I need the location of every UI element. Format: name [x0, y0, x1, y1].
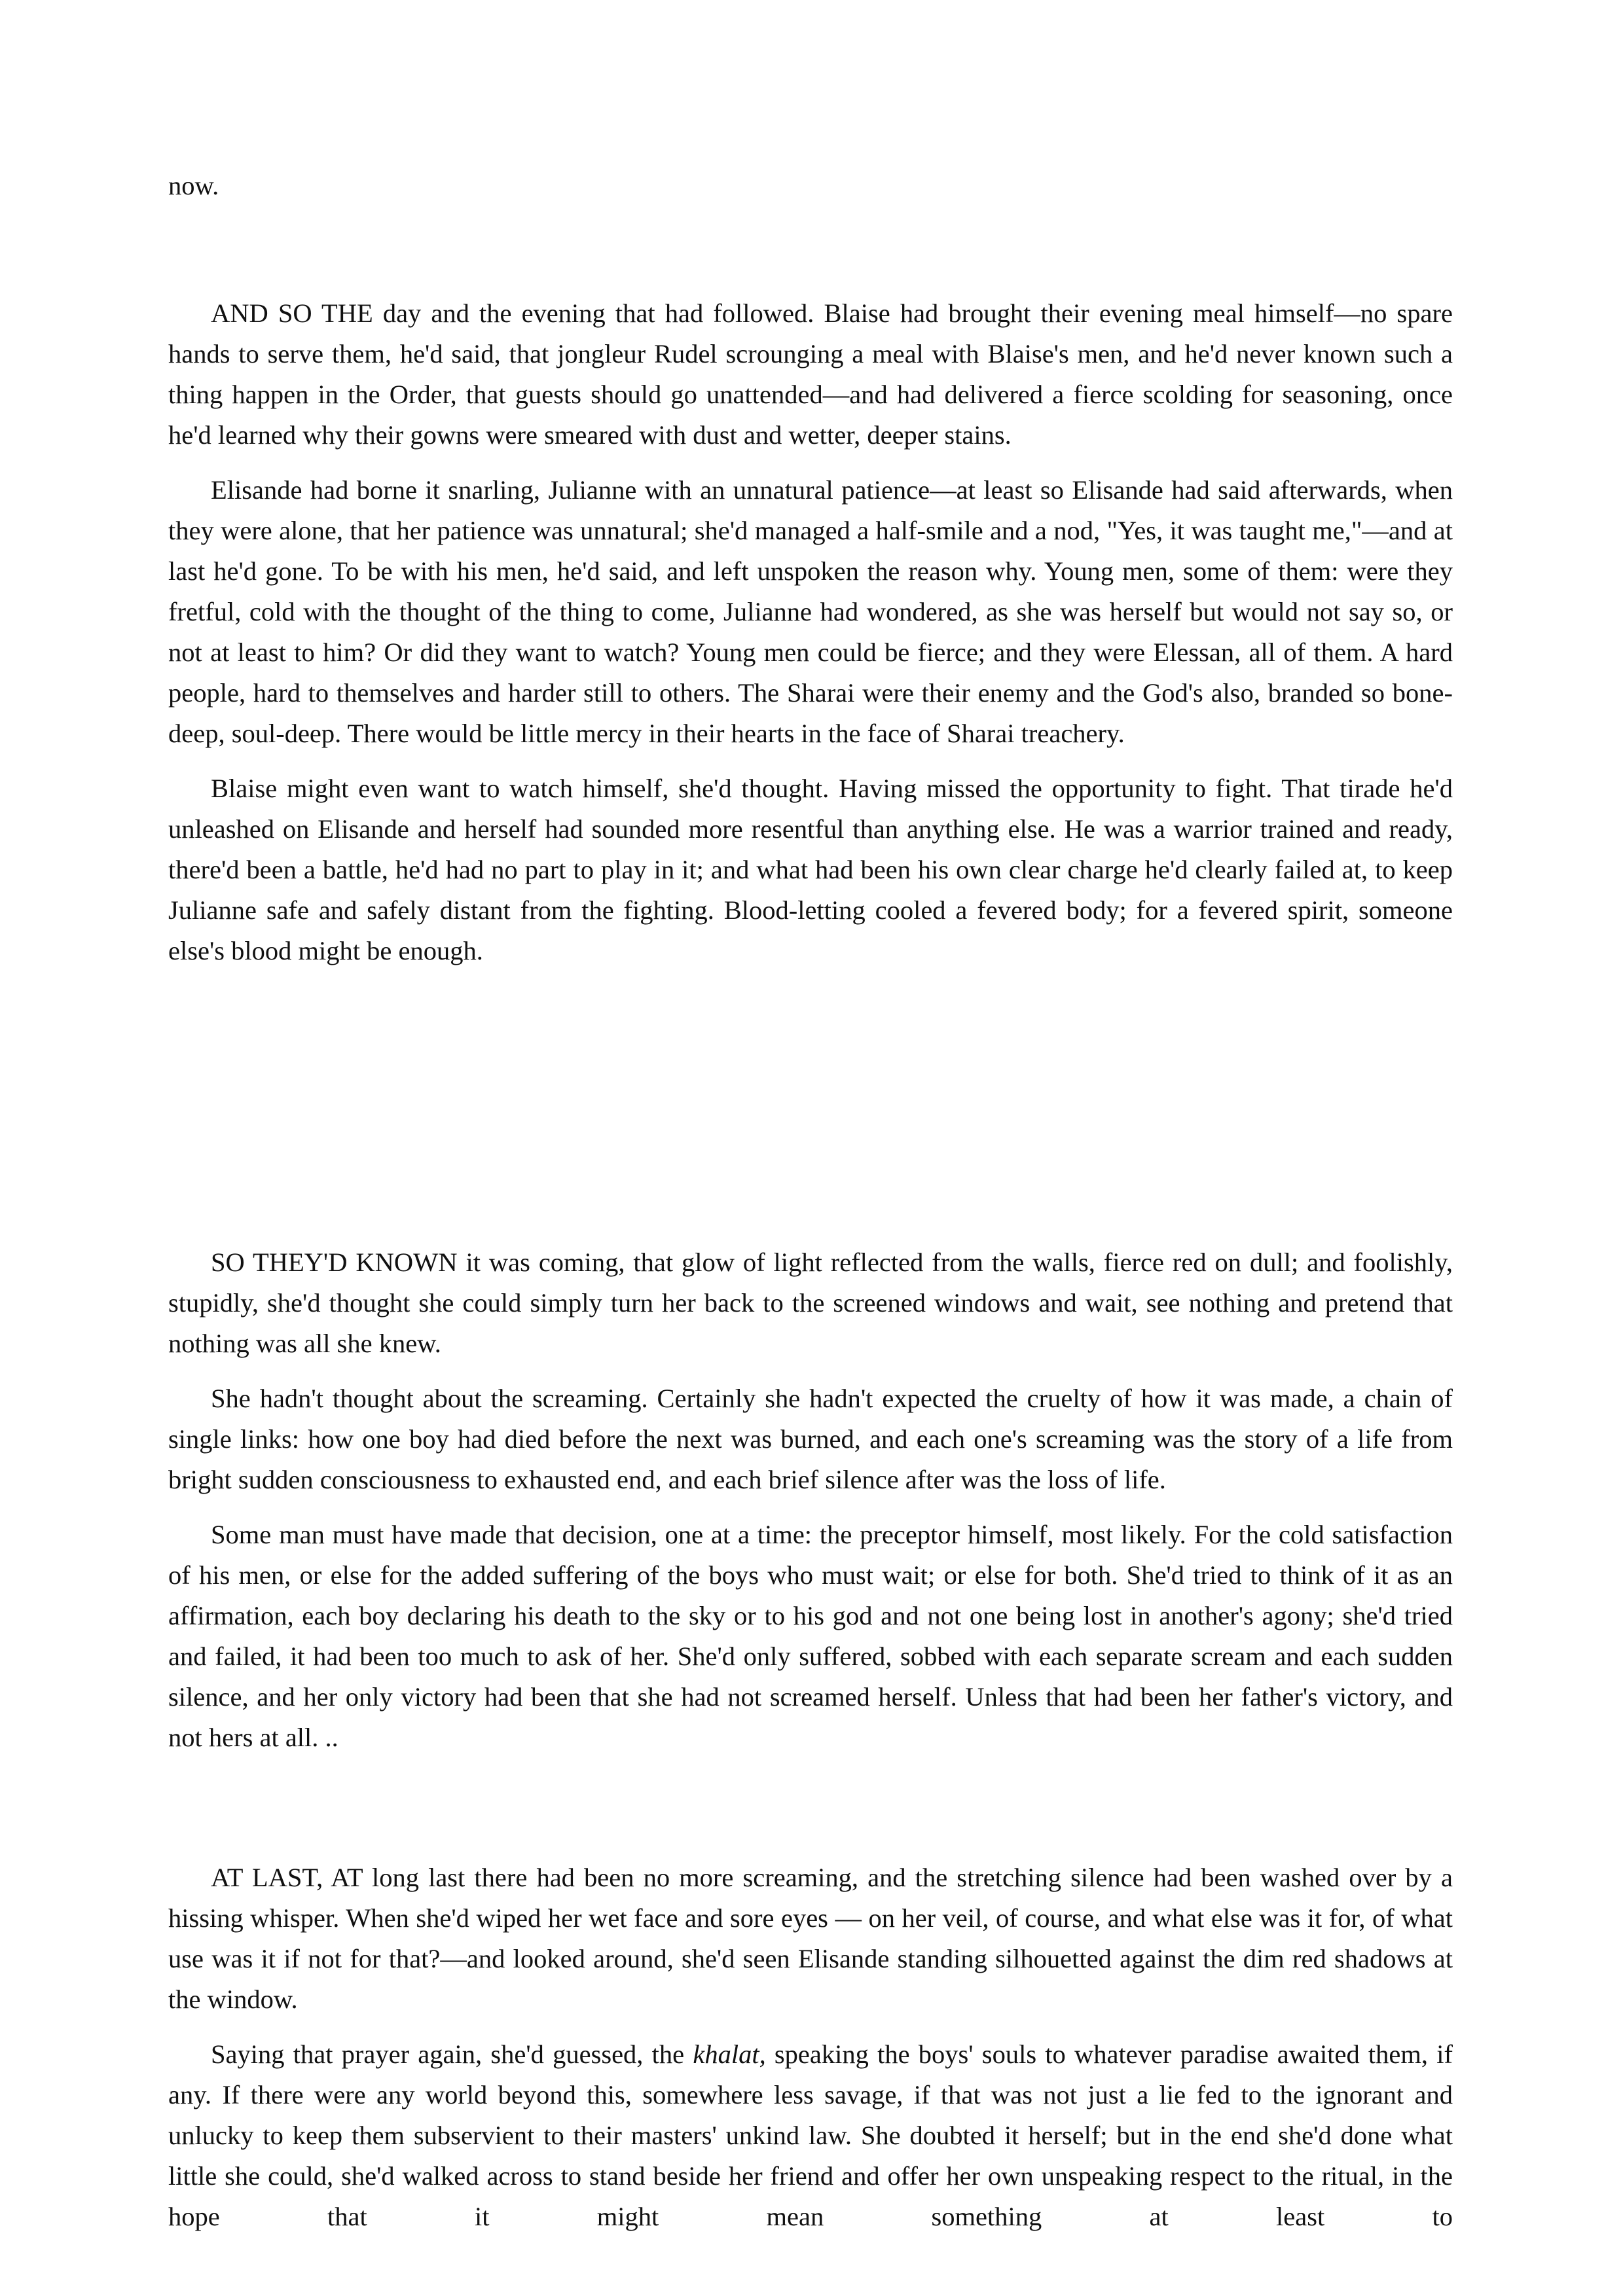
- paragraph: Blaise might even want to watch himself, she'd thought. Having missed the opportunity to fight. That tirade he'd unleashed on Elisande and herself had sounded more resentful than anything else. He was a warrior trained and ready, there'd been a battle, he'd had no part to play in it; and what had been his own clear charge he'd clearly failed at, to keep Julianne safe and safely distant from the fighting. Blood-letting cooled a fevered body; for a fevered spirit, someone else's blood might be enough.: [168, 774, 1453, 965]
- italic-term: khalat,: [693, 2039, 766, 2069]
- section-2: [168, 1242, 1453, 1772]
- paragraph-final: [168, 2034, 1453, 2237]
- final-paragraph-lead: Saying that prayer again, she'd guessed, the: [211, 2039, 693, 2069]
- section-3: [168, 1857, 1453, 2251]
- paragraph: AND SO THE day and the evening that had followed. Blaise had brought their evening meal himself—no spare hands to serve them, he'd said, that jongleur Rudel scrounging a meal with Blaise's men, and he'd never known such a thing happen in the Order, that guests should go unattended—and had delivered a fierce scolding for seasoning, once he'd learned why their gowns were smeared with dust and wetter, deeper stains.: [168, 298, 1453, 450]
- final-paragraph-rest: speaking the boys' souls to whatever paradise awaited them, if any. If there were any world beyond this, somewhere less savage, if that was not just a lie fed to the ignorant and unlucky to keep them subservient to their masters' unkind law. She doubted it herself; but in the end she'd done what little she could, she'd walked across to stand beside her friend and offer her own unspeaking respect to the ritual, in the hope that it might mean something at least to: [168, 2039, 1453, 2231]
- continuation-paragraph: now.: [168, 171, 219, 200]
- paragraph: SO THEY'D KNOWN it was coming, that glow of light reflected from the walls, fierce red on dull; and foolishly, stupidly, she'd thought she could simply turn her back to the screened windows and wait, see nothing and pretend that nothing was all she knew.: [168, 1247, 1453, 1358]
- paragraph: She hadn't thought about the screaming. Certainly she hadn't expected the cruelty of how it was made, a chain of single links: how one boy had died before the next was burned, and each one's screaming was the story of a life from bright sudden consciousness to exhausted end, and each brief silence after was the loss of life.: [168, 1384, 1453, 1494]
- continuation-text: [168, 166, 1453, 221]
- paragraph: AT LAST, AT long last there had been no more screaming, and the stretching silence had been washed over by a hissing whisper. When she'd wiped her wet face and sore eyes — on her veil, of course, and what else was it for, of what use was it if not for that?—and looked around, she'd seen Elisande standing silhouetted against the dim red shadows at the window.: [168, 1863, 1453, 2014]
- paragraph: Some man must have made that decision, one at a time: the preceptor himself, most likely. For the cold satisfaction of his men, or else for the added suffering of the boys who must wait; or else for both. She'd tried to think of it as an affirmation, each boy declaring his death to the sky or to his god and not one being lost in another's agony; she'd tried and failed, it had been too much to ask of her. She'd only suffered, sobbed with each separate scream and each sudden silence, and her only victory had been that she had not screamed herself. Unless that had been her father's victory, and not hers at all. ..: [168, 1520, 1453, 1752]
- section-1: [168, 293, 1453, 986]
- paragraph: Elisande had borne it snarling, Julianne with an unnatural patience—at least so Elisande had said afterwards, when they were alone, that her patience was unnatural; she'd managed a half-smile and a nod, "Yes, it was taught me,"—and at last he'd gone. To be with his men, he'd said, and left unspoken the reason why. Young men, some of them: were they fretful, cold with the thought of the thing to come, Julianne had wondered, as she was herself but would not say so, or not at least to him? Or did they want to watch? Young men could be fierce; and they were Elessan, all of them. A hard people, hard to themselves and harder still to others. The Sharai were their enemy and the God's also, branded so bone-deep, soul-deep. There would be little mercy in their hearts in the face of Sharai treachery.: [168, 475, 1453, 748]
